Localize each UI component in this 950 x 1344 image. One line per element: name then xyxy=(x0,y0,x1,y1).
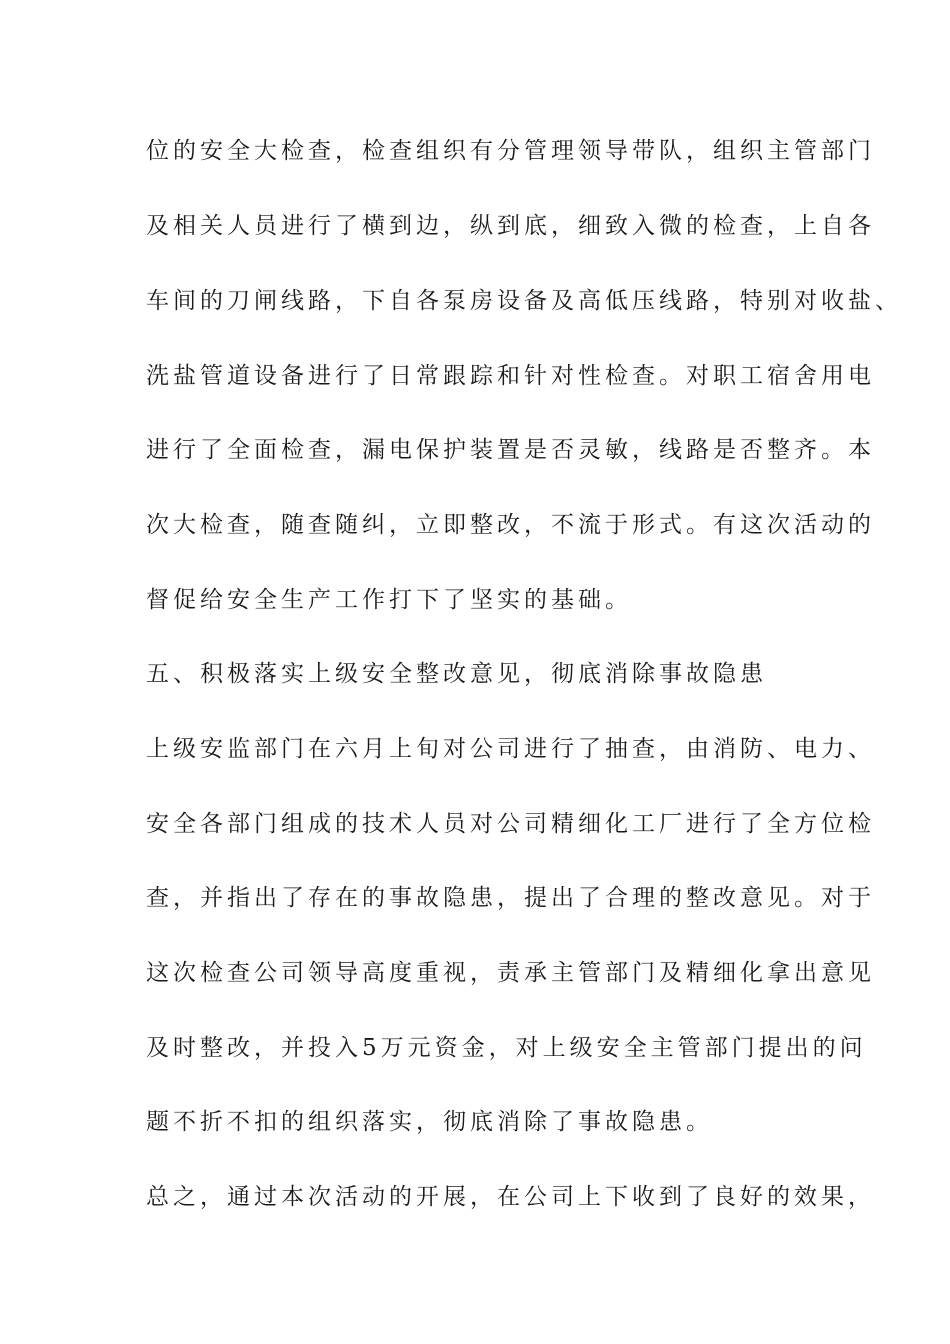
paragraph-line: 洗盐管道设备进行了日常跟踪和针对性检查。对职工宿舍用电 xyxy=(146,363,875,389)
paragraph-line: 总之，通过本次活动的开展，在公司上下收到了良好的效果， xyxy=(146,1184,875,1210)
section-heading: 五、积极落实上级安全整改意见，彻底消除事故隐患 xyxy=(146,661,767,687)
paragraph-line: 安全各部门组成的技术人员对公司精细化工厂进行了全方位检 xyxy=(146,811,875,837)
paragraph-line: 及时整改，并投入5万元资金，对上级安全主管部门提出的问 xyxy=(146,1035,867,1061)
paragraph-line: 及相关人员进行了横到边，纵到底，细致入微的检查，上自各 xyxy=(146,213,875,239)
paragraph-line: 进行了全面检查，漏电保护装置是否灵敏，线路是否整齐。本 xyxy=(146,437,875,463)
paragraph-line: 这次检查公司领导高度重视，责承主管部门及精细化拿出意见 xyxy=(146,960,875,986)
paragraph-line: 次大检查，随查随纠，立即整改，不流于形式。有这次活动的 xyxy=(146,512,875,538)
paragraph-line: 车间的刀闸线路，下自各泵房设备及高低压线路，特别对收盐、 xyxy=(146,288,902,314)
paragraph-line: 位的安全大检查，检查组织有分管理领导带队，组织主管部门 xyxy=(146,138,875,164)
paragraph-line: 上级安监部门在六月上旬对公司进行了抽查，由消防、电力、 xyxy=(146,736,875,762)
paragraph-line: 查，并指出了存在的事故隐患，提出了合理的整改意见。对于 xyxy=(146,885,875,911)
paragraph-line: 题不折不扣的组织落实，彻底消除了事故隐患。 xyxy=(146,1109,713,1135)
paragraph-line: 督促给安全生产工作打下了坚实的基础。 xyxy=(146,587,632,613)
